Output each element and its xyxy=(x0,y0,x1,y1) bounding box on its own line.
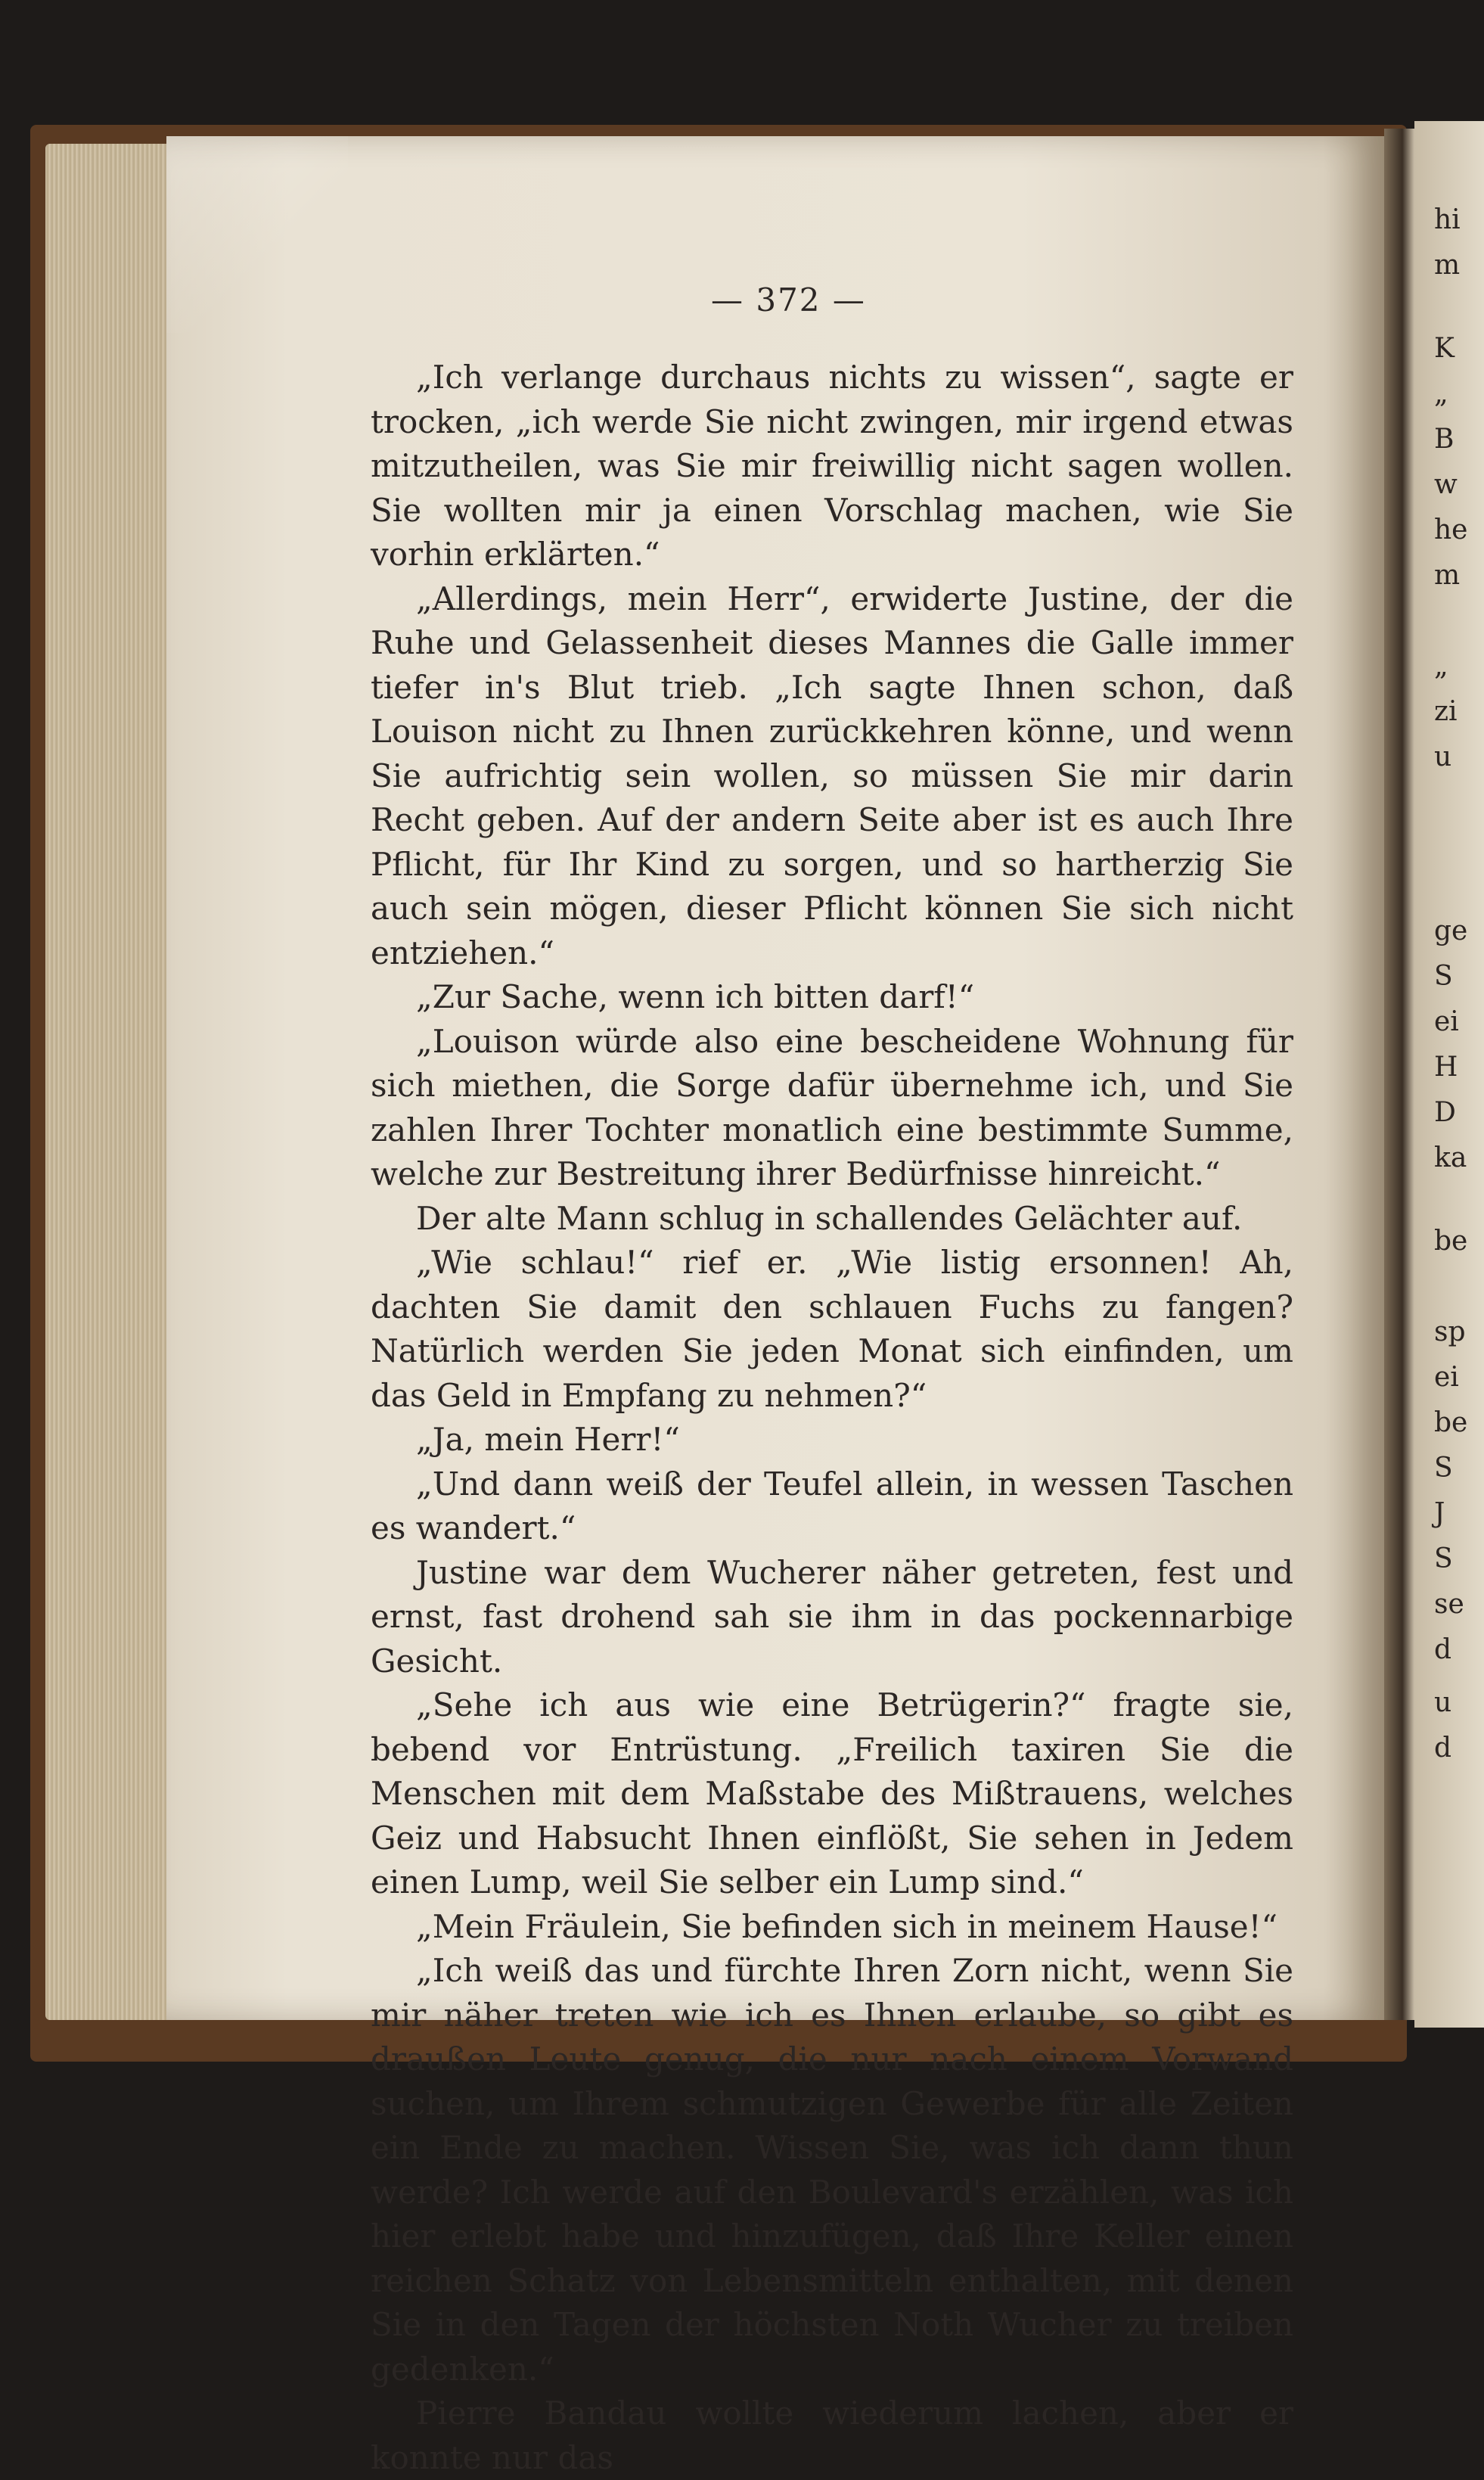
right-page-fragment: hi xyxy=(1434,204,1461,235)
right-page-fragment: u xyxy=(1434,1687,1452,1718)
right-page-fragment: S xyxy=(1434,1543,1453,1574)
right-page-fragment: S xyxy=(1434,1453,1453,1484)
paragraph: „Allerdings, mein Herr“, erwiderte Justine, der die Ruhe und Gelassenheit dieses Mannes die Galle immer tiefer in's Blut trieb. „Ich sagte Ihnen schon, daß Louison nicht zu Ihnen zurückkehren könne, und wenn Sie aufrichtig sein wollen, so müssen Sie mir darin Recht geben. Auf der andern Seite aber ist es auch Ihre Pflicht, für Ihr Kind zu sorgen, und so hartherzig Sie auch sein mögen, dieser Pflicht können Sie sich nicht entziehen.“ xyxy=(371,580,1293,971)
right-page-fragment: K xyxy=(1434,333,1455,364)
right-page-fragment: d xyxy=(1434,1634,1452,1665)
paragraph: „Ich verlange durchaus nichts zu wissen“, sagte er trocken, „ich werde Sie nicht zwingen, mir irgend etwas mitzutheilen, was Sie mir freiwillig nicht sagen wollen. Sie wollten mir ja einen Vorschlag machen, wie Sie vorhin erklärten.“ xyxy=(371,359,1293,573)
right-page-fragment: be xyxy=(1434,1407,1468,1438)
right-page-fragment: sp xyxy=(1434,1316,1466,1347)
right-page-fragment: „ xyxy=(1434,378,1448,409)
right-page-fragment: ka xyxy=(1434,1142,1467,1173)
right-page-fragment: S xyxy=(1434,961,1453,992)
right-page-fragment: J xyxy=(1434,1498,1445,1529)
paragraph: „Ich weiß das und fürchte Ihren Zorn nicht, wenn Sie mir näher treten wie ich es Ihnen erlaube, so gibt es draußen Leute genug, die nur nach einem Vorwand suchen, um Ihrem schmutzigen Gewerbe für alle Zeiten ein Ende zu machen. Wissen Sie, was ich dann thun werde? Ich werde auf den Boulevard's erzählen, was ich hier erlebt habe und hinzufügen, daß Ihre Keller einen reichen Schatz von Lebensmitteln enthalten, mit denen Sie in den Tagen der höchsten Noth Wucher zu treiben gedenken.“ xyxy=(371,1952,1293,2388)
paragraph: Justine war dem Wucherer näher getreten, fest und ernst, fast drohend sah sie ihm in das pockennarbige Gesicht. xyxy=(371,1553,1293,1680)
right-page-fragment: H xyxy=(1434,1052,1458,1083)
paragraph: „Wie schlau!“ rief er. „Wie listig ersonnen! Ah, dachten Sie damit den schlauen Fuchs zu fangen? Natürlich werden Sie jeden Monat sich einfinden, um das Geld in Empfang zu nehmen?“ xyxy=(371,1244,1293,1414)
right-page-fragment: ge xyxy=(1434,915,1468,946)
right-page xyxy=(1414,121,1484,2028)
right-page-fragment: ei xyxy=(1434,1362,1459,1393)
right-page-fragment: D xyxy=(1434,1097,1456,1128)
page-number: — 372 — xyxy=(711,281,866,319)
right-page-fragment: ei xyxy=(1434,1006,1459,1037)
paragraph: „Zur Sache, wenn ich bitten darf!“ xyxy=(416,978,975,1015)
right-page-fragment: m xyxy=(1434,250,1461,281)
book-gutter xyxy=(1384,129,1414,2020)
paragraph: „Und dann weiß der Teufel allein, in wessen Taschen es wandert.“ xyxy=(371,1465,1293,1546)
right-page-fragment: be xyxy=(1434,1226,1468,1257)
right-page-fragment: zi xyxy=(1434,696,1458,727)
right-page-fragment: se xyxy=(1434,1589,1464,1620)
paragraph: „Sehe ich aus wie eine Betrügerin?“ fragte sie, bebend vor Entrüstung. „Freilich taxiren Sie die Menschen mit dem Maßstabe des Mißtrauens, welches Geiz und Habsucht Ihnen einflößt, Sie sehen in Jedem einen Lump, weil Sie selber ein Lump sind.“ xyxy=(371,1686,1293,1900)
right-page-fragment: w xyxy=(1434,469,1458,500)
page-text xyxy=(371,356,1293,2480)
paragraph: Pierre Bandau wollte wiederum lachen, aber er konnte nur das xyxy=(371,2395,1293,2476)
right-page-fragment: B xyxy=(1434,424,1455,455)
right-page-fragment: d xyxy=(1434,1733,1452,1764)
right-page-fragment: u xyxy=(1434,741,1452,772)
paragraph: „Ja, mein Herr!“ xyxy=(416,1421,680,1458)
paragraph: Der alte Mann schlug in schallendes Gelächter auf. xyxy=(416,1199,1243,1237)
right-page-fragment: he xyxy=(1434,514,1468,545)
paragraph: „Louison würde also eine bescheidene Wohnung für sich miethen, die Sorge dafür übernehme ich, und Sie zahlen Ihrer Tochter monatlich eine bestimmte Summe, welche zur Bestreitung ihrer Bedürfnisse hinreicht.“ xyxy=(371,1022,1293,1192)
paragraph: „Mein Fräulein, Sie befinden sich in meinem Hause!“ xyxy=(416,1907,1278,1945)
right-page-fragment: „ xyxy=(1434,651,1448,682)
right-page-fragment: m xyxy=(1434,560,1461,591)
